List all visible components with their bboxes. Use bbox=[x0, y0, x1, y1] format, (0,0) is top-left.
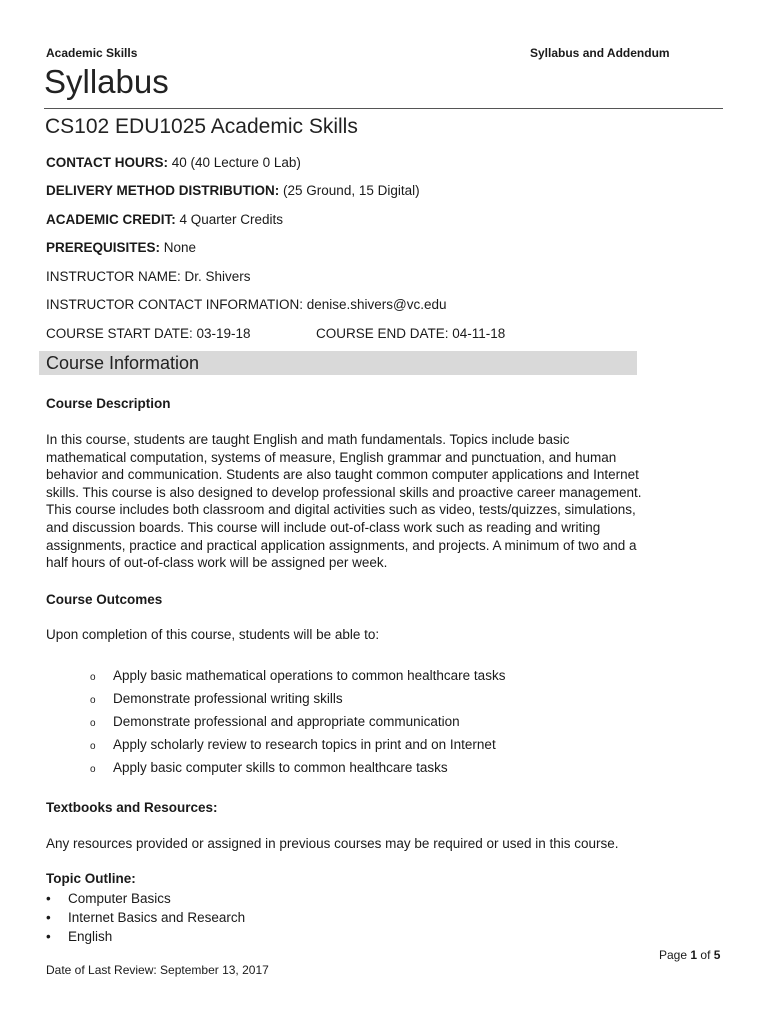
outcome-text: Demonstrate professional and appropriate communication bbox=[113, 714, 460, 729]
delivery-method-field bbox=[46, 182, 420, 199]
page-number bbox=[659, 948, 720, 962]
section-heading-course-information: Course Information bbox=[46, 353, 200, 373]
page-total: 5 bbox=[713, 948, 721, 962]
contact-hours-value: 40 (40 Lecture 0 Lab) bbox=[171, 155, 301, 170]
topic-text: Internet Basics and Research bbox=[68, 910, 246, 925]
topic-bullet: • bbox=[46, 891, 51, 906]
outcome-text: Apply scholarly review to research topics in print and on Internet bbox=[113, 737, 496, 752]
document-title: Syllabus bbox=[44, 63, 169, 100]
page-prefix: Page bbox=[659, 948, 688, 962]
instructor-contact: INSTRUCTOR CONTACT INFORMATION: denise.shivers@vc.edu bbox=[46, 297, 447, 312]
contact-hours-field bbox=[46, 154, 301, 171]
topic-bullet: • bbox=[46, 929, 51, 944]
header-document-type: Syllabus and Addendum bbox=[530, 46, 670, 60]
description-line: This course includes both classroom and digital activities such as video, tests/quizzes, simulations, bbox=[46, 502, 636, 518]
topic-item bbox=[46, 928, 112, 945]
academic-credit-value: 4 Quarter Credits bbox=[179, 212, 284, 227]
outcome-bullet: o bbox=[90, 672, 96, 683]
description-line: half hours of out-of-class work will be assigned per week. bbox=[46, 555, 388, 571]
outcome-bullet: o bbox=[90, 764, 96, 775]
delivery-method-label: DELIVERY METHOD DISTRIBUTION: bbox=[46, 183, 280, 198]
topic-outline-heading: Topic Outline: bbox=[46, 871, 136, 886]
prerequisites-value: None bbox=[163, 240, 197, 255]
outcome-item bbox=[90, 667, 505, 686]
outcome-item bbox=[90, 713, 460, 732]
course-end-date: COURSE END DATE: 04-11-18 bbox=[316, 326, 506, 341]
prerequisites-label: PREREQUISITES: bbox=[46, 240, 161, 255]
description-line: skills. This course is also designed to develop professional skills and proactive career management. bbox=[46, 484, 642, 500]
academic-credit-field bbox=[46, 211, 283, 228]
last-review-date: Date of Last Review: September 13, 2017 bbox=[46, 963, 269, 977]
academic-credit-label: ACADEMIC CREDIT: bbox=[46, 212, 176, 227]
description-line: mathematical computation, systems of measure, English grammar and punctuation, and human bbox=[46, 449, 617, 465]
description-line: behavior and communication. Students are also taught common computer applications and Internet bbox=[46, 467, 639, 483]
outcome-text: Apply basic mathematical operations to common healthcare tasks bbox=[113, 668, 506, 683]
page-of: of bbox=[700, 948, 711, 962]
outcome-text: Demonstrate professional writing skills bbox=[113, 691, 343, 706]
outcome-text: Apply basic computer skills to common healthcare tasks bbox=[113, 760, 448, 775]
header-course-name: Academic Skills bbox=[46, 46, 138, 60]
description-line: and discussion boards. This course will include out-of-class work such as reading and writing bbox=[46, 519, 601, 535]
outcomes-intro: Upon completion of this course, students will be able to: bbox=[46, 627, 380, 642]
prerequisites-field bbox=[46, 239, 196, 256]
course-title: CS102 EDU1025 Academic Skills bbox=[45, 115, 358, 138]
description-line: assignments, practice and practical application assignments, and projects. A minimum of two and a bbox=[46, 537, 637, 553]
topic-text: Computer Basics bbox=[68, 891, 171, 906]
outcome-item bbox=[90, 736, 496, 755]
outcome-bullet: o bbox=[90, 718, 96, 729]
instructor-name: INSTRUCTOR NAME: Dr. Shivers bbox=[46, 269, 251, 284]
topic-item bbox=[46, 909, 245, 926]
contact-hours-label: CONTACT HOURS: bbox=[46, 155, 168, 170]
course-description-heading: Course Description bbox=[46, 396, 171, 411]
course-start-date: COURSE START DATE: 03-19-18 bbox=[46, 326, 251, 341]
course-description-text bbox=[46, 431, 726, 572]
topic-bullet: • bbox=[46, 910, 51, 925]
topic-item bbox=[46, 890, 171, 907]
textbooks-text: Any resources provided or assigned in previous courses may be required or used in this course. bbox=[46, 836, 619, 851]
outcome-item bbox=[90, 690, 343, 709]
outcome-item bbox=[90, 759, 448, 778]
title-divider bbox=[44, 108, 723, 109]
description-line: In this course, students are taught English and math fundamentals. Topics include basic bbox=[46, 432, 570, 447]
course-outcomes-heading: Course Outcomes bbox=[46, 592, 163, 607]
topic-text: English bbox=[68, 929, 113, 944]
outcome-bullet: o bbox=[90, 695, 96, 706]
textbooks-heading: Textbooks and Resources: bbox=[46, 800, 218, 815]
page-current: 1 bbox=[690, 948, 698, 962]
outcome-bullet: o bbox=[90, 741, 96, 752]
delivery-method-value: (25 Ground, 15 Digital) bbox=[283, 183, 420, 198]
